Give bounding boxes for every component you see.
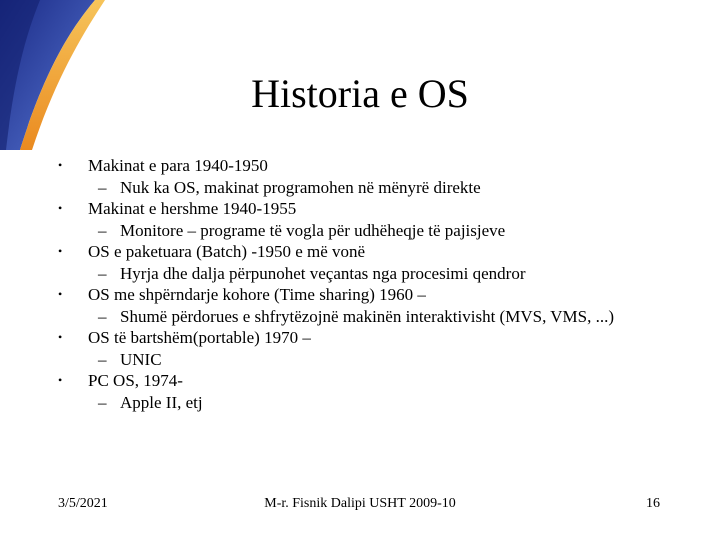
bullet-text: OS e paketuara (Batch) -1950 e më vonë: [88, 242, 366, 261]
bullet-dot-icon: •: [58, 287, 63, 301]
bullet-text: PC OS, 1974-: [88, 371, 183, 390]
sub-bullet-text: Monitore – programe të vogla për udhëheqje të pajisjeve: [120, 220, 506, 240]
sub-bullet-text: UNIC: [120, 349, 162, 369]
bullet-item: [58, 284, 698, 327]
bullet-item: [58, 241, 698, 284]
sub-bullet: [58, 306, 698, 328]
sub-bullet: [58, 349, 698, 371]
bullet-list: [58, 155, 698, 413]
bullet-item: [58, 370, 698, 413]
bullet-item: [58, 198, 698, 241]
sub-bullet-text: Apple II, etj: [120, 392, 203, 412]
sub-bullet-text: Hyrja dhe dalja përpunohet veçantas nga procesimi qendror: [120, 263, 526, 283]
sub-bullet: [58, 177, 698, 199]
bullet-text: OS me shpërndarje kohore (Time sharing) 1960 –: [88, 285, 426, 304]
dash-icon: –: [98, 177, 107, 197]
bullet-item: [58, 155, 698, 198]
sub-bullet-text: Nuk ka OS, makinat programohen në mënyrë direkte: [120, 177, 481, 197]
sub-bullet-text: Shumë përdorues e shfrytëzojnë makinën interaktivisht (MVS, VMS, ...): [120, 306, 615, 326]
dash-icon: –: [98, 306, 107, 326]
dash-icon: –: [98, 349, 107, 369]
bullet-main: [58, 198, 698, 220]
bullet-main: [58, 370, 698, 392]
bullet-main: [58, 284, 698, 306]
dash-icon: –: [98, 392, 107, 412]
bullet-dot-icon: •: [58, 330, 63, 344]
footer-author: M-r. Fisnik Dalipi USHT 2009-10: [264, 496, 456, 511]
bullet-main: [58, 155, 698, 177]
bullet-dot-icon: •: [58, 244, 63, 258]
slide-title-container: [0, 70, 720, 118]
sub-bullet: [58, 263, 698, 285]
dash-icon: –: [98, 220, 107, 240]
bullet-main: [58, 241, 698, 263]
bullet-text: Makinat e hershme 1940-1955: [88, 199, 297, 218]
bullet-main: [58, 327, 698, 349]
footer-date: 3/5/2021: [58, 496, 108, 511]
bullet-item: [58, 327, 698, 370]
bullet-dot-icon: •: [58, 158, 63, 172]
bullet-dot-icon: •: [58, 201, 63, 215]
sub-bullet: [58, 220, 698, 242]
footer-page-number: 16: [646, 496, 660, 511]
bullet-dot-icon: •: [58, 373, 63, 387]
sub-bullet: [58, 392, 698, 414]
bullet-text: OS të bartshëm(portable) 1970 –: [88, 328, 311, 347]
bullet-text: Makinat e para 1940-1950: [88, 156, 268, 175]
dash-icon: –: [98, 263, 107, 283]
slide-title: Historia e OS: [251, 71, 469, 116]
